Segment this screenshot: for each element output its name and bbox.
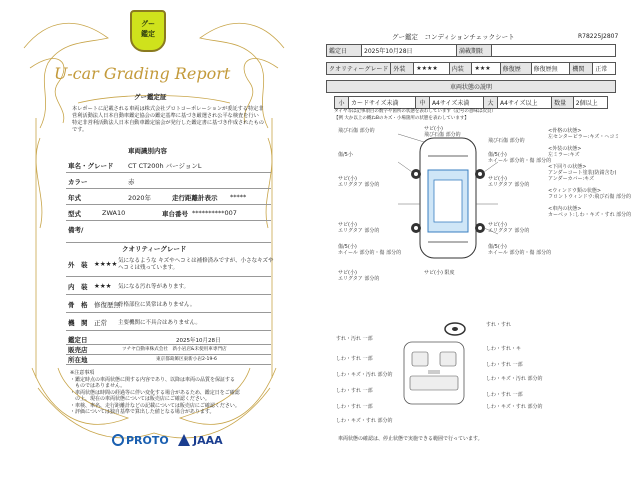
- row-model: 車名・グレード CT CT200h バージョンL: [66, 158, 271, 173]
- header-note-2: 【例 大か以上の概ねBのキズ・小場箇所の状態を表わしています】: [334, 116, 469, 121]
- state-title-table: 車両状態の説明: [326, 80, 616, 93]
- row-mechanism: 機 関 正常 主要機関に不具合はありません。: [66, 314, 271, 331]
- section-quality-title: クオリティーグレード: [122, 245, 187, 253]
- sheet-serial: R78225J2807: [578, 33, 619, 40]
- row-frame: 骨 格 修復歴無 骨格部位に異常はありません。: [66, 296, 271, 313]
- section-vehicle-title: 車両識別内容: [128, 147, 167, 155]
- row-year: 年式 2020年 走行距離計表示 *****: [66, 190, 271, 205]
- size-legend-table: 小 カードサイズ未満 中 A4サイズ未満 大 A4サイズ以上 数量 2個以上: [334, 96, 608, 109]
- row-exterior: 外 装 ★★★★ 気になるような キズやヘコミは補修済みですが、小さなキズや ヘコミは残っています。: [66, 256, 271, 277]
- badge-text: グー 鑑定: [141, 20, 155, 38]
- row-interior: 内 装 ★★★ 気になる汚れ等があります。: [66, 278, 271, 295]
- car-top-view-diagram: [398, 128, 498, 268]
- row-address: 所在地 東京都葛飾区東新小岩2-19-6: [66, 354, 271, 365]
- notes-title: ※注意事項: [70, 370, 95, 376]
- script-title: U-car Grading Report: [54, 64, 231, 83]
- row-type: 型式 ZWA10 車台番号 **********007: [66, 206, 271, 221]
- certificate-subtitle: グー鑑定証: [134, 93, 167, 101]
- appraisal-info-table: 鑑定日 2025年10月28日 満載期限: [326, 44, 616, 57]
- steering-wheel-icon: [444, 322, 466, 336]
- notes-block: ※注意事項 ・鑑定時点の車両状態に関する内容であり、以降は車両の品質を保証する ものではありません。 ・車両状態は時間の経過等に伴い変化する場合があるため、鑑定日をご確認 の上、現在の車両状態については販売店にご確認ください。 ・車検、車名、走行距離計などの記載については販売店にご確認ください。 ・評価については独自基準で算出した値となる場合があります。: [70, 370, 270, 416]
- row-appraisal-date: 鑑定日 2025年10月28日: [66, 334, 271, 345]
- row-color: カラー 赤: [66, 174, 271, 189]
- row-shop: 販売店 ツチヤ自動車株式会社 新小岩店&未使用車専門店: [66, 344, 271, 355]
- sheet-footer: 車両状態の確認は、停止状態で実施できる範囲で行っています。: [338, 436, 483, 442]
- grading-certificate: グー 鑑定 U-car Grading Report グー鑑定証 本レポートに記載される車両は株式会社プロトコーポレーションが委託する特定非 営利活動法人日本自動車鑑定協会の鑑定基準に基づき厳選され公平な検査を行い 特定非営利活動法人日本自動車鑑定協会が発行した鑑定書に基づき作成されたもの です。 車両識別内容 車名・グレード CT CT200h バージョンL カラー 赤 年式 2020年 走行距離計表示 ***** 型式 ZWA10 車台番号 **********007 備考/ クオリティーグレード 外 装 ★★★★ 気になるような キズやヘコミは補修済みですが、小さなキズや ヘコミは残っています。 内 装 ★★★ 気になる汚れ等があります。 骨 格 修復歴無 骨格部位に異常はありません。 機 関 正常 主要機関に不具合はありません。 鑑定日 2025年10月28日 販売店 ツチヤ自動車株式会社 新小岩店&未使用車専門店 所在地 東京都葛飾区東新小岩2-19-6 ※注意事項 ・鑑定時点の車両状態に関する内容であり、以降は車両の品質を保証する ものではありません。 ・車両状態は時間の経過等に伴い変化する場合があるため、鑑定日をご確認 の上、現在の車両状態については販売店にご確認ください。 ・車検、車名、走行距離計などの記載については販売店にご確認ください。 ・評価については独自基準で算出した値となる場合があります。 PROTO JAAA: [18, 8, 290, 466]
- jaaa-logo-icon: [178, 434, 190, 446]
- sheet-title: グー鑑定 コンディションチェックシート: [392, 33, 515, 41]
- proto-logo-icon: [112, 434, 124, 446]
- header-note-1: タイヤ等は記事項目の数字や箇所の状態を表わしています（記号の意味は次頁）: [334, 109, 496, 114]
- interior-seat-diagram: [400, 340, 468, 406]
- intro-paragraph: 本レポートに記載される車両は株式会社プロトコーポレーションが委託する特定非 営利活動法人日本自動車鑑定協会の鑑定基準に基づき厳選され公平な検査を行い 特定非営利活動法人日本自動車鑑定協会が発行した鑑定書に基づき作成されたもの です。: [72, 106, 264, 133]
- quality-grade-table: クオリティーグレード 外装 ★★★★ 内装 ★★★ 修復歴 修復歴無 機関 正常: [326, 62, 616, 75]
- row-note: 備考/: [66, 222, 271, 243]
- goo-appraisal-badge: [130, 10, 166, 52]
